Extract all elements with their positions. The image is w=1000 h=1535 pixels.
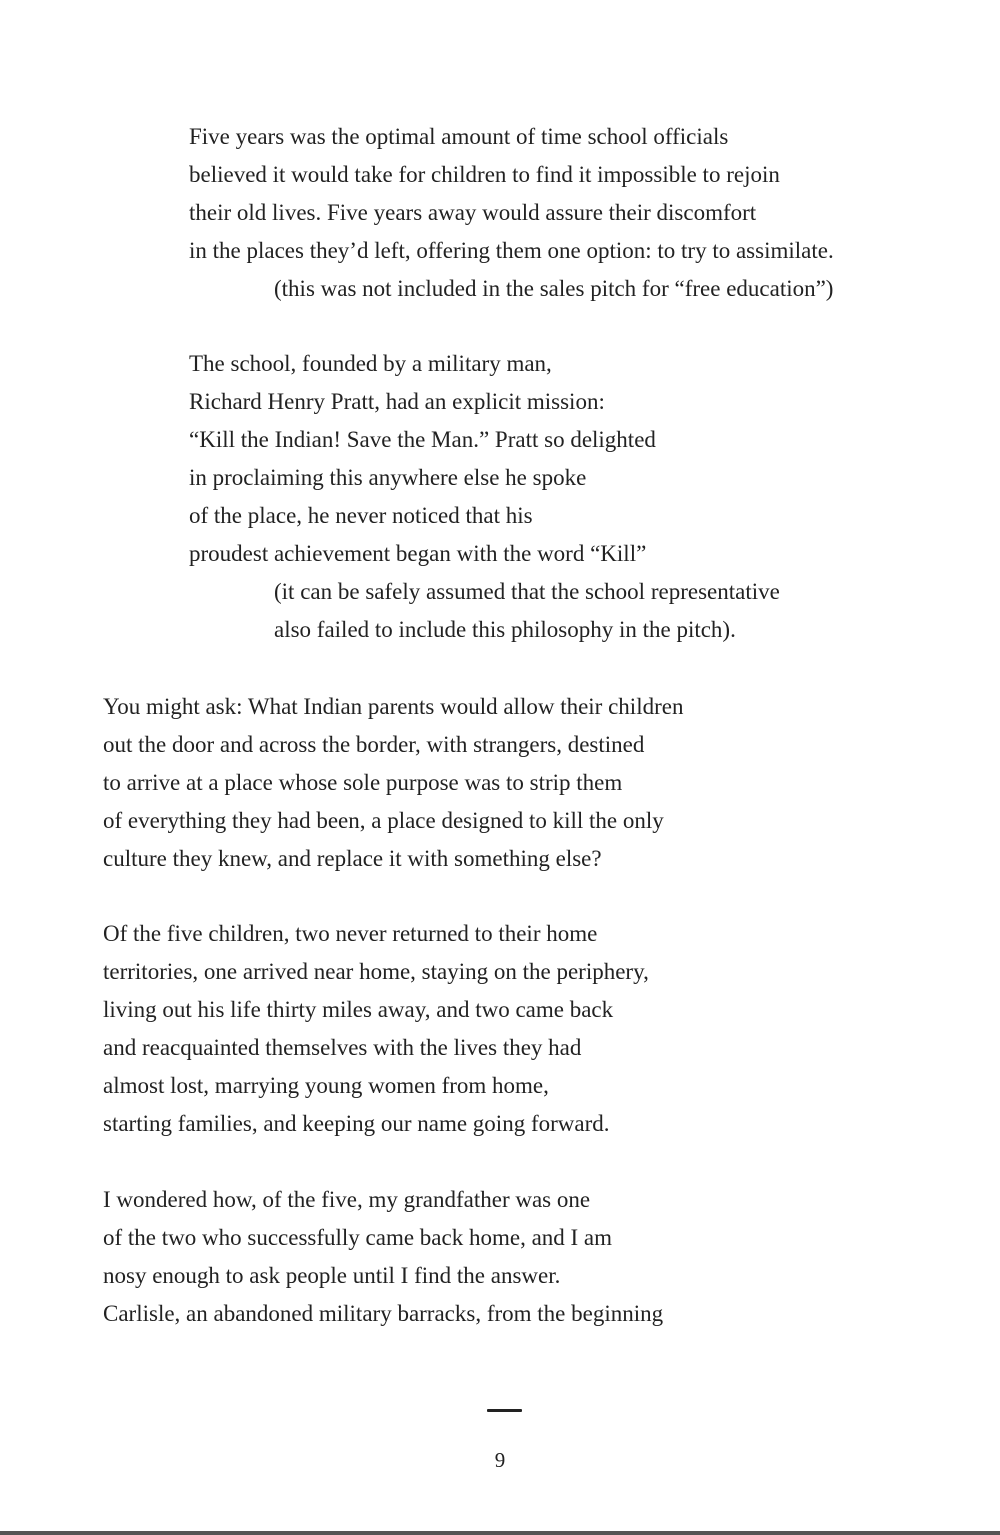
- text-line: to arrive at a place whose sole purpose was to strip them: [103, 770, 623, 795]
- text-line: You might ask: What Indian parents would allow their children: [103, 694, 684, 719]
- text-line: in the places they’d left, offering them one option: to try to assimilate.: [189, 238, 834, 263]
- text-line: in proclaiming this anywhere else he spoke: [189, 465, 587, 490]
- text-line: of the place, he never noticed that his: [189, 503, 533, 528]
- stanza-4: [103, 915, 649, 1143]
- text-line: Of the five children, two never returned to their home: [103, 921, 598, 946]
- text-line: Richard Henry Pratt, had an explicit mission:: [189, 389, 605, 414]
- text-line: Five years was the optimal amount of time school officials: [189, 124, 729, 149]
- parenthetical-line: (it can be safely assumed that the school representative: [274, 579, 780, 604]
- text-line: their old lives. Five years away would assure their discomfort: [189, 200, 757, 225]
- page-bottom-edge: [0, 1531, 1000, 1535]
- text-line: almost lost, marrying young women from home,: [103, 1073, 549, 1098]
- text-line: I wondered how, of the five, my grandfather was one: [103, 1187, 591, 1212]
- folio-ornament: [487, 1409, 522, 1412]
- text-line: of everything they had been, a place designed to kill the only: [103, 808, 664, 833]
- text-line: territories, one arrived near home, staying on the periphery,: [103, 959, 649, 984]
- text-line: living out his life thirty miles away, and two came back: [103, 997, 614, 1022]
- text-line: out the door and across the border, with strangers, destined: [103, 732, 645, 757]
- text-line: of the two who successfully came back home, and I am: [103, 1225, 613, 1250]
- text-line: “Kill the Indian! Save the Man.” Pratt so delighted: [189, 427, 656, 452]
- stanza-1: [189, 118, 834, 308]
- text-line: starting families, and keeping our name going forward.: [103, 1111, 610, 1136]
- stanza-5: [103, 1181, 663, 1333]
- text-line: The school, founded by a military man,: [189, 351, 552, 376]
- stanza-2: [189, 345, 780, 649]
- parenthetical-line: (this was not included in the sales pitch for “free education”): [274, 276, 834, 301]
- page-number: 9: [494, 1448, 506, 1472]
- text-line: and reacquainted themselves with the lives they had: [103, 1035, 582, 1060]
- text-line: believed it would take for children to find it impossible to rejoin: [189, 162, 780, 187]
- text-line: Carlisle, an abandoned military barracks, from the beginning: [103, 1301, 664, 1326]
- text-line: proudest achievement began with the word “Kill”: [189, 541, 647, 566]
- text-line: nosy enough to ask people until I find the answer.: [103, 1263, 561, 1288]
- parenthetical-line: also failed to include this philosophy in the pitch).: [274, 617, 736, 642]
- stanza-3: [103, 688, 683, 878]
- text-line: culture they knew, and replace it with something else?: [103, 846, 602, 871]
